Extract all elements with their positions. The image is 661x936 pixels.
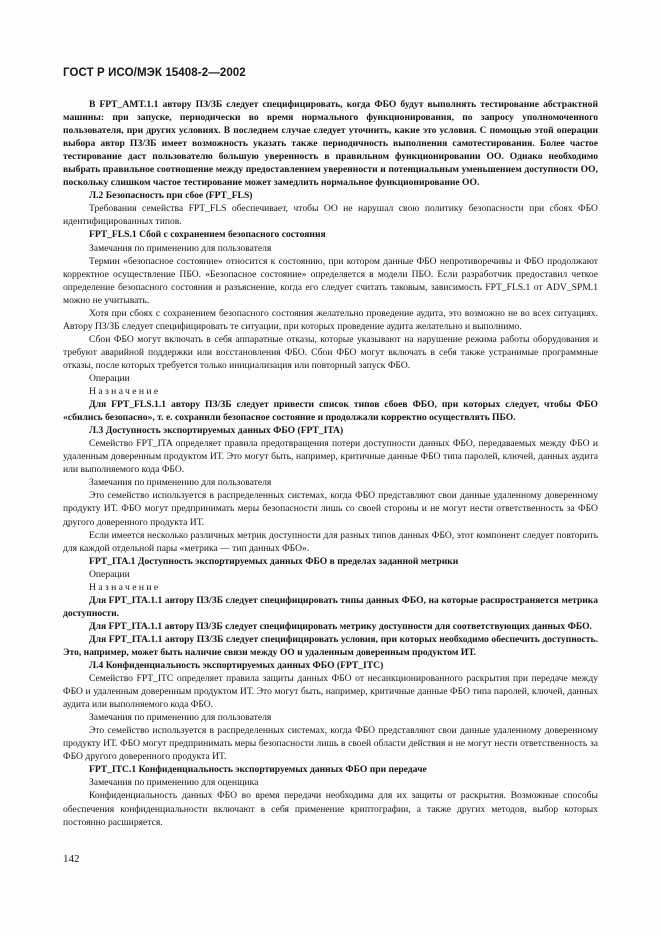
bold-paragraph: FPT_FLS.1 Сбой с сохранением безопасного состояния bbox=[89, 229, 326, 241]
paragraph: Сбои ФБО могут включать в себя аппаратные отказы, которые указывают на нарушение режима работы оборудования и требуют аварийной поддержки или восстановления ФБО. Сбои ФБО могут включать в себя также устранимые программные отказы, после которых требуется только инициализация или повторный запуск ФБО. bbox=[63, 333, 598, 371]
paragraph: Это семейство используется в распределенных системах, когда ФБО представляют свои данные удаленному доверенному продукту ИТ. ФБО могут предпринимать меры безопасности лишь со своей стороны и не могут нести ответственность за ФБО другого доверенного продукта ИТ. bbox=[63, 490, 598, 528]
spaced-heading: Назначение bbox=[89, 581, 161, 593]
paragraph: Термин «безопасное состояние» относится к состоянию, при котором данные ФБО непротиворечивы и ФБО продолжают корректное осуществление ПБО. «Безопасное состояние» определяется в модели ПБО. Если разработчик предоставил четкое определение безопасного состояния и разъяснение, когда его следует считать таковым, зависимость FPT_FLS.1 от ADV_SPM.1 можно не учитывать. bbox=[63, 255, 598, 306]
paragraph: Замечания по применению для пользователя bbox=[89, 477, 272, 489]
bold-paragraph: Л.3 Доступность экспортируемых данных ФБО (FPT_ITA) bbox=[89, 425, 344, 437]
bold-paragraph: Л.4 Конфиденциальность экспортируемых данных ФБО (FPT_ITC) bbox=[89, 660, 384, 672]
paragraph: Семейство FPT_ITA определяет правила предотвращения потери доступности данных ФБО, передаваемых между ФБО и удаленным доверенным продуктом ИТ. Это могут быть, например, критичные данные ФБО типа паролей, ключей, данных аудита или выполняемого кода ФБО. bbox=[63, 438, 598, 476]
bold-paragraph: Для FPT_FLS.1.1 автору ПЗ/ЗБ следует привести список типов сбоев ФБО, при которых следует, чтобы ФБО «сбились безопасно», т. е. сохранили безопасное состояние и продолжали корректно осуществлять ПБО. bbox=[63, 399, 598, 424]
paragraph: Операции bbox=[89, 568, 130, 580]
paragraph: Замечания по применению для пользователя bbox=[89, 712, 272, 724]
paragraph: Операции bbox=[89, 372, 130, 384]
paragraph: Хотя при сбоях с сохранением безопасного состояния желательно проведение аудита, это возможно не во всех ситуациях. Автору ПЗ/ЗБ следует специфицировать те ситуации, при которых проведение аудита желательно и выполнимо. bbox=[63, 307, 598, 332]
bold-paragraph: FPT_ITC.1 Конфиденциальность экспортируемых данных ФБО при передаче bbox=[89, 764, 427, 776]
bold-paragraph: Для FPT_ITA.1.1 автору ПЗ/ЗБ следует специфицировать условия, при которых необходимо обеспечить доступность. Это, например, может быть наличие связи между ОО и удаленным доверенным продуктом ИТ. bbox=[63, 633, 598, 658]
page-body bbox=[63, 98, 598, 829]
bold-paragraph: Для FPT_ITA.1.1 автору ПЗ/ЗБ следует специфицировать метрику доступности для соответствующих данных ФБО. bbox=[89, 620, 592, 632]
page-number: 142 bbox=[63, 853, 80, 865]
paragraph: Замечания по применению для оценщика bbox=[89, 777, 259, 789]
paragraph: Требования семейства FPT_FLS обеспечивает, чтобы ОО не нарушал свою политику безопасности при сбоях ФБО идентифицированных типов. bbox=[63, 203, 598, 228]
bold-paragraph: FPT_ITA.1 Доступность экспортируемых данных ФБО в пределах заданной метрики bbox=[89, 555, 459, 567]
paragraph: Это семейство используется в распределенных системах, когда ФБО представляют свои данные удаленному доверенному продукту ИТ. ФБО могут предпринимать меры безопасности лишь в своей области действия и не могут нести ответственность за ФБО другого доверенного продукта ИТ. bbox=[63, 725, 598, 763]
page-header: ГОСТ Р ИСО/МЭК 15408-2—2002 bbox=[63, 67, 246, 79]
paragraph: Если имеется несколько различных метрик доступности для разных типов данных ФБО, этот компонент следует повторить для каждой отдельной пары «метрика — тип данных ФБО». bbox=[63, 529, 598, 554]
paragraph: Замечания по применению для пользователя bbox=[89, 242, 272, 254]
bold-paragraph: Л.2 Безопасность при сбое (FPT_FLS) bbox=[89, 190, 253, 202]
paragraph: Конфиденциальность данных ФБО во время передачи необходима для их защиты от раскрытия. Возможные способы обеспечения конфиденциальности включают в себя применение криптографии, а также других методов, выбор которых постоянно расширяется. bbox=[63, 790, 598, 828]
spaced-heading: Назначение bbox=[89, 386, 161, 398]
bold-paragraph: Для FPT_ITA.1.1 автору ПЗ/ЗБ следует специфицировать типы данных ФБО, на которые распространяется метрика доступности. bbox=[63, 594, 598, 619]
paragraph: Семейство FPT_ITC определяет правила защиты данных ФБО от несанкционированного раскрытия при передаче между ФБО и удаленным доверенным продуктом ИТ. Это могут быть, например, критичные данные ФБО типа паролей, ключей, данных аудита или выполняемого кода ФБО. bbox=[63, 673, 598, 711]
bold-paragraph: В FPT_AMT.1.1 автору ПЗ/ЗБ следует специфицировать, когда ФБО будут выполнять тестирование абстрактной машины: при запуске, периодически во время нормального функционирования, по запросу уполномоченного пользователя, при других условиях. В последнем случае следует уточнить, какие это условия. С помощью этой операции выбора автор ПЗ/ЗБ имеет возможность указать также периодичность выполнения самотестирования. Более частое тестирование даст пользователю большую уверенность в правильном функционировании ОО. Однако необходимо выбрать правильное соотношение между предоставлением уверенности и потенциальным уменьшением доступности ОО, поскольку слишком частое тестирование может замедлить нормальное функционирование ОО. bbox=[63, 99, 598, 189]
